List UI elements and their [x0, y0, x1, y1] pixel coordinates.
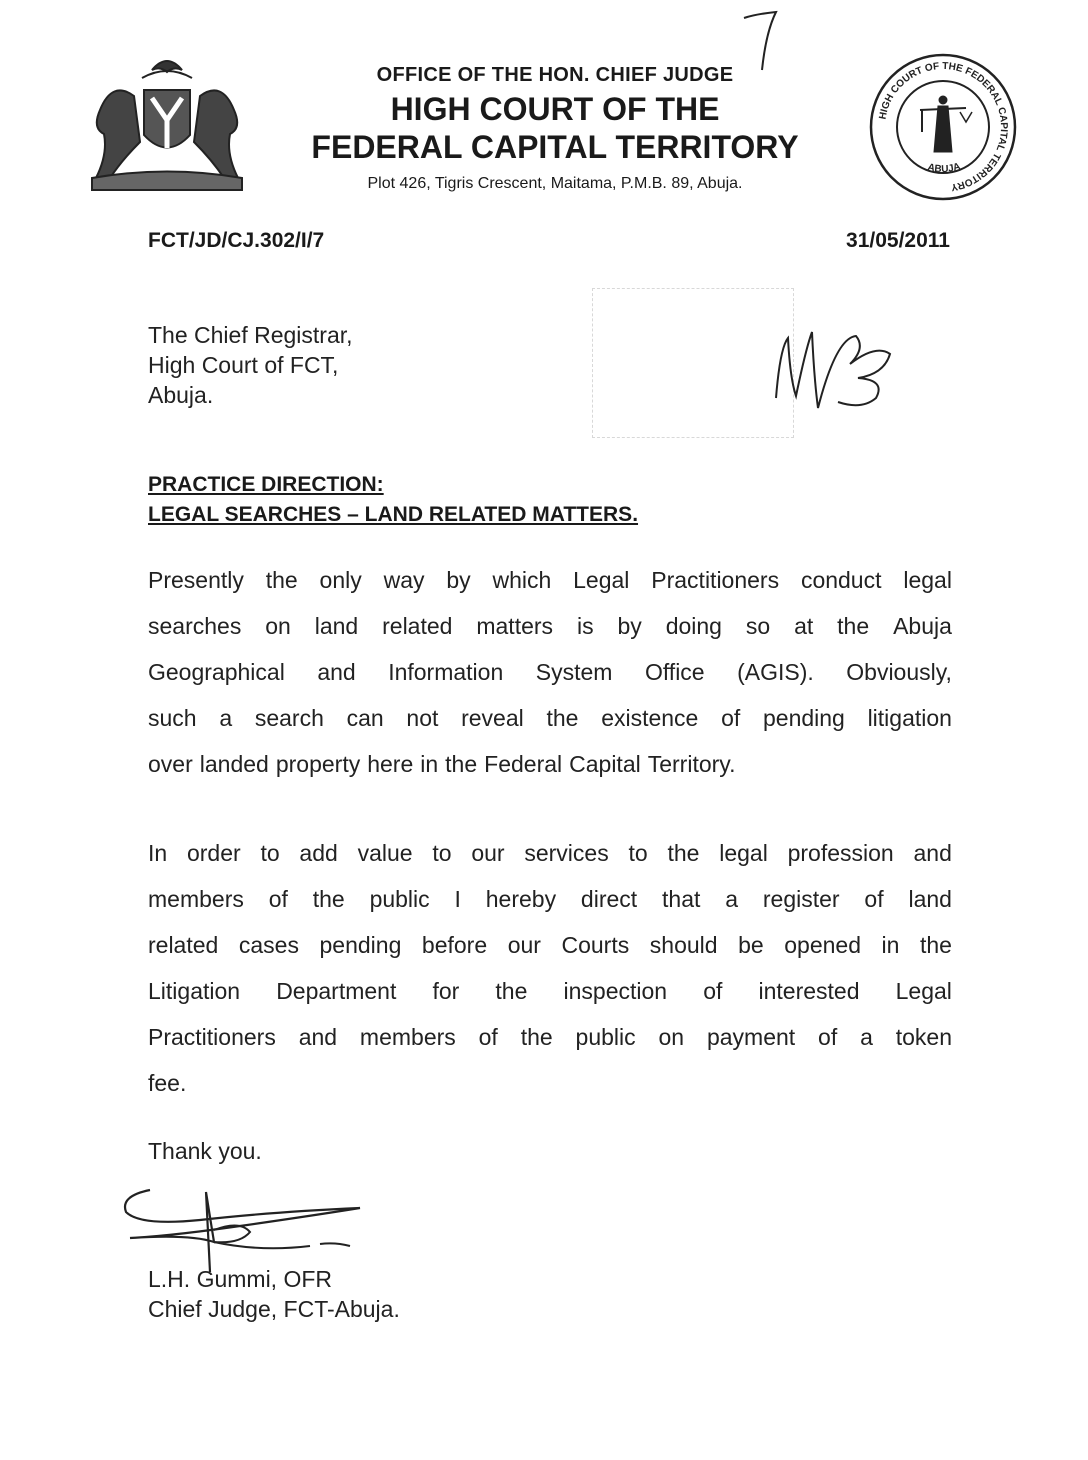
heading-line2: LEGAL SEARCHES – LAND RELATED MATTERS. — [148, 503, 639, 526]
word: of — [721, 705, 741, 731]
word: before — [421, 932, 488, 958]
word: land — [908, 886, 952, 912]
word: the — [520, 1024, 553, 1050]
word: only — [319, 567, 362, 593]
word: of — [864, 886, 884, 912]
seal-bottom-text: ABUJA — [926, 161, 962, 176]
signatory-title: Chief Judge, FCT-Abuja. — [148, 1296, 400, 1322]
word: the — [445, 751, 478, 777]
word: pending — [319, 932, 402, 958]
word: Practitioners — [651, 567, 780, 593]
word: In — [148, 840, 168, 866]
word: so — [745, 613, 771, 639]
word: should — [649, 932, 718, 958]
paragraph-line — [148, 695, 952, 741]
word: Presently — [148, 567, 244, 593]
svg-text:ABUJA — [926, 161, 961, 175]
word: (AGIS). — [737, 659, 814, 685]
word: Capital — [569, 751, 641, 777]
paragraph-line — [148, 968, 952, 1014]
seal-ring-text: HIGH COURT OF THE FEDERAL CAPITAL TERRITORY — [877, 60, 1010, 193]
word: Litigation — [148, 978, 241, 1004]
word: search — [254, 705, 324, 731]
word: Information — [388, 659, 504, 685]
word: the — [546, 705, 579, 731]
word: related — [382, 613, 453, 639]
word: Practitioners — [148, 1024, 276, 1050]
paragraph-line — [148, 649, 952, 695]
word: register — [762, 886, 840, 912]
word: fee. — [148, 1070, 187, 1096]
word: here — [367, 751, 414, 777]
word: Territory. — [647, 751, 736, 777]
word: a — [725, 886, 739, 912]
word: to — [432, 840, 452, 866]
court-name-line2: FEDERAL CAPITAL TERRITORY — [311, 129, 799, 165]
word: services — [524, 840, 609, 866]
addressee-line: High Court of FCT, — [148, 352, 339, 378]
word: and — [913, 840, 952, 866]
word: to — [628, 840, 648, 866]
word: of — [268, 886, 288, 912]
word: Courts — [561, 932, 630, 958]
word: the — [837, 613, 870, 639]
word: for — [432, 978, 460, 1004]
word: pending — [762, 705, 845, 731]
word: on — [265, 613, 291, 639]
word: Department — [276, 978, 397, 1004]
signatory-name: L.H. Gummi, OFR — [148, 1266, 333, 1292]
paragraph-line — [148, 922, 952, 968]
word: legal — [903, 567, 952, 593]
closing-line: Thank you. — [148, 1138, 262, 1164]
word: which — [492, 567, 552, 593]
paragraph-line — [148, 741, 952, 787]
word: the — [265, 567, 298, 593]
reference-number: FCT/JD/CJ.302/I/7 — [148, 229, 325, 252]
word: value — [357, 840, 413, 866]
paragraph-line — [148, 557, 952, 603]
word: our — [507, 932, 541, 958]
paragraph-line — [148, 876, 952, 922]
court-seal-emblem — [868, 52, 1018, 202]
word: add — [299, 840, 338, 866]
word: to — [260, 840, 280, 866]
word: is — [576, 613, 594, 639]
word: land — [314, 613, 359, 639]
signatory-block — [148, 1264, 400, 1324]
word: of — [478, 1024, 498, 1050]
body-paragraph-2 — [148, 830, 952, 1106]
word: direct — [580, 886, 638, 912]
word: Abuja — [893, 613, 952, 639]
word: related — [148, 932, 219, 958]
word: Legal — [895, 978, 952, 1004]
word: profession — [787, 840, 894, 866]
word: the — [667, 840, 700, 866]
word: Office — [644, 659, 705, 685]
word: token — [895, 1024, 952, 1050]
word: legal — [719, 840, 768, 866]
addressee-block — [148, 320, 353, 410]
court-address: Plot 426, Tigris Crescent, Maitama, P.M.B. 89, Abuja. — [367, 175, 743, 192]
word: can — [346, 705, 384, 731]
court-name-line1: HIGH COURT OF THE — [390, 91, 720, 127]
word: of — [703, 978, 723, 1004]
word: litigation — [867, 705, 952, 731]
word: hereby — [485, 886, 557, 912]
word: way — [383, 567, 425, 593]
word: by — [446, 567, 471, 593]
word: on — [658, 1024, 685, 1050]
heading-line1: PRACTICE DIRECTION: — [148, 473, 384, 496]
word: Geographical — [148, 659, 285, 685]
word: in — [420, 751, 439, 777]
handwritten-signature — [110, 1182, 380, 1274]
word: interested — [758, 978, 860, 1004]
word: the — [495, 978, 528, 1004]
word: doing — [665, 613, 722, 639]
word: such — [148, 705, 197, 731]
word: a — [219, 705, 233, 731]
word: searches — [148, 613, 242, 639]
word: of — [818, 1024, 838, 1050]
word: inspection — [563, 978, 668, 1004]
initials-signature — [766, 318, 906, 418]
letter-date: 31/05/2011 — [846, 229, 950, 252]
word: over — [148, 751, 193, 777]
word: not — [406, 705, 439, 731]
word: reveal — [461, 705, 524, 731]
word: the — [920, 932, 952, 958]
paragraph-line — [148, 1060, 952, 1106]
word: members — [148, 886, 244, 912]
addressee-line: Abuja. — [148, 382, 214, 408]
office-title: OFFICE OF THE HON. CHIEF JUDGE — [376, 64, 734, 86]
word: existence — [601, 705, 699, 731]
word: our — [471, 840, 505, 866]
word: be — [738, 932, 764, 958]
word: conduct — [800, 567, 882, 593]
document-heading — [148, 470, 638, 530]
word: matters — [476, 613, 554, 639]
paragraph-line — [148, 603, 952, 649]
word: Federal — [484, 751, 563, 777]
body-paragraph-1 — [148, 557, 952, 787]
word: by — [617, 613, 642, 639]
word: property — [275, 751, 361, 777]
coat-of-arms-emblem — [82, 50, 252, 198]
word: opened — [784, 932, 861, 958]
word: members — [359, 1024, 456, 1050]
word: public — [369, 886, 430, 912]
word: System — [535, 659, 613, 685]
word: in — [881, 932, 900, 958]
paragraph-line — [148, 1014, 952, 1060]
word: cases — [238, 932, 299, 958]
word: order — [186, 840, 241, 866]
word: a — [860, 1024, 873, 1050]
word: I — [454, 886, 461, 912]
word: Legal — [573, 567, 630, 593]
word: at — [794, 613, 814, 639]
word: Obviously, — [846, 659, 952, 685]
word: the — [312, 886, 345, 912]
paragraph-line — [148, 830, 952, 876]
word: and — [298, 1024, 338, 1050]
word: that — [662, 886, 701, 912]
received-stamp-faded — [592, 288, 794, 438]
word: public — [575, 1024, 636, 1050]
addressee-line: The Chief Registrar, — [148, 322, 353, 348]
word: landed — [199, 751, 269, 777]
word: and — [317, 659, 356, 685]
word: payment — [706, 1024, 796, 1050]
